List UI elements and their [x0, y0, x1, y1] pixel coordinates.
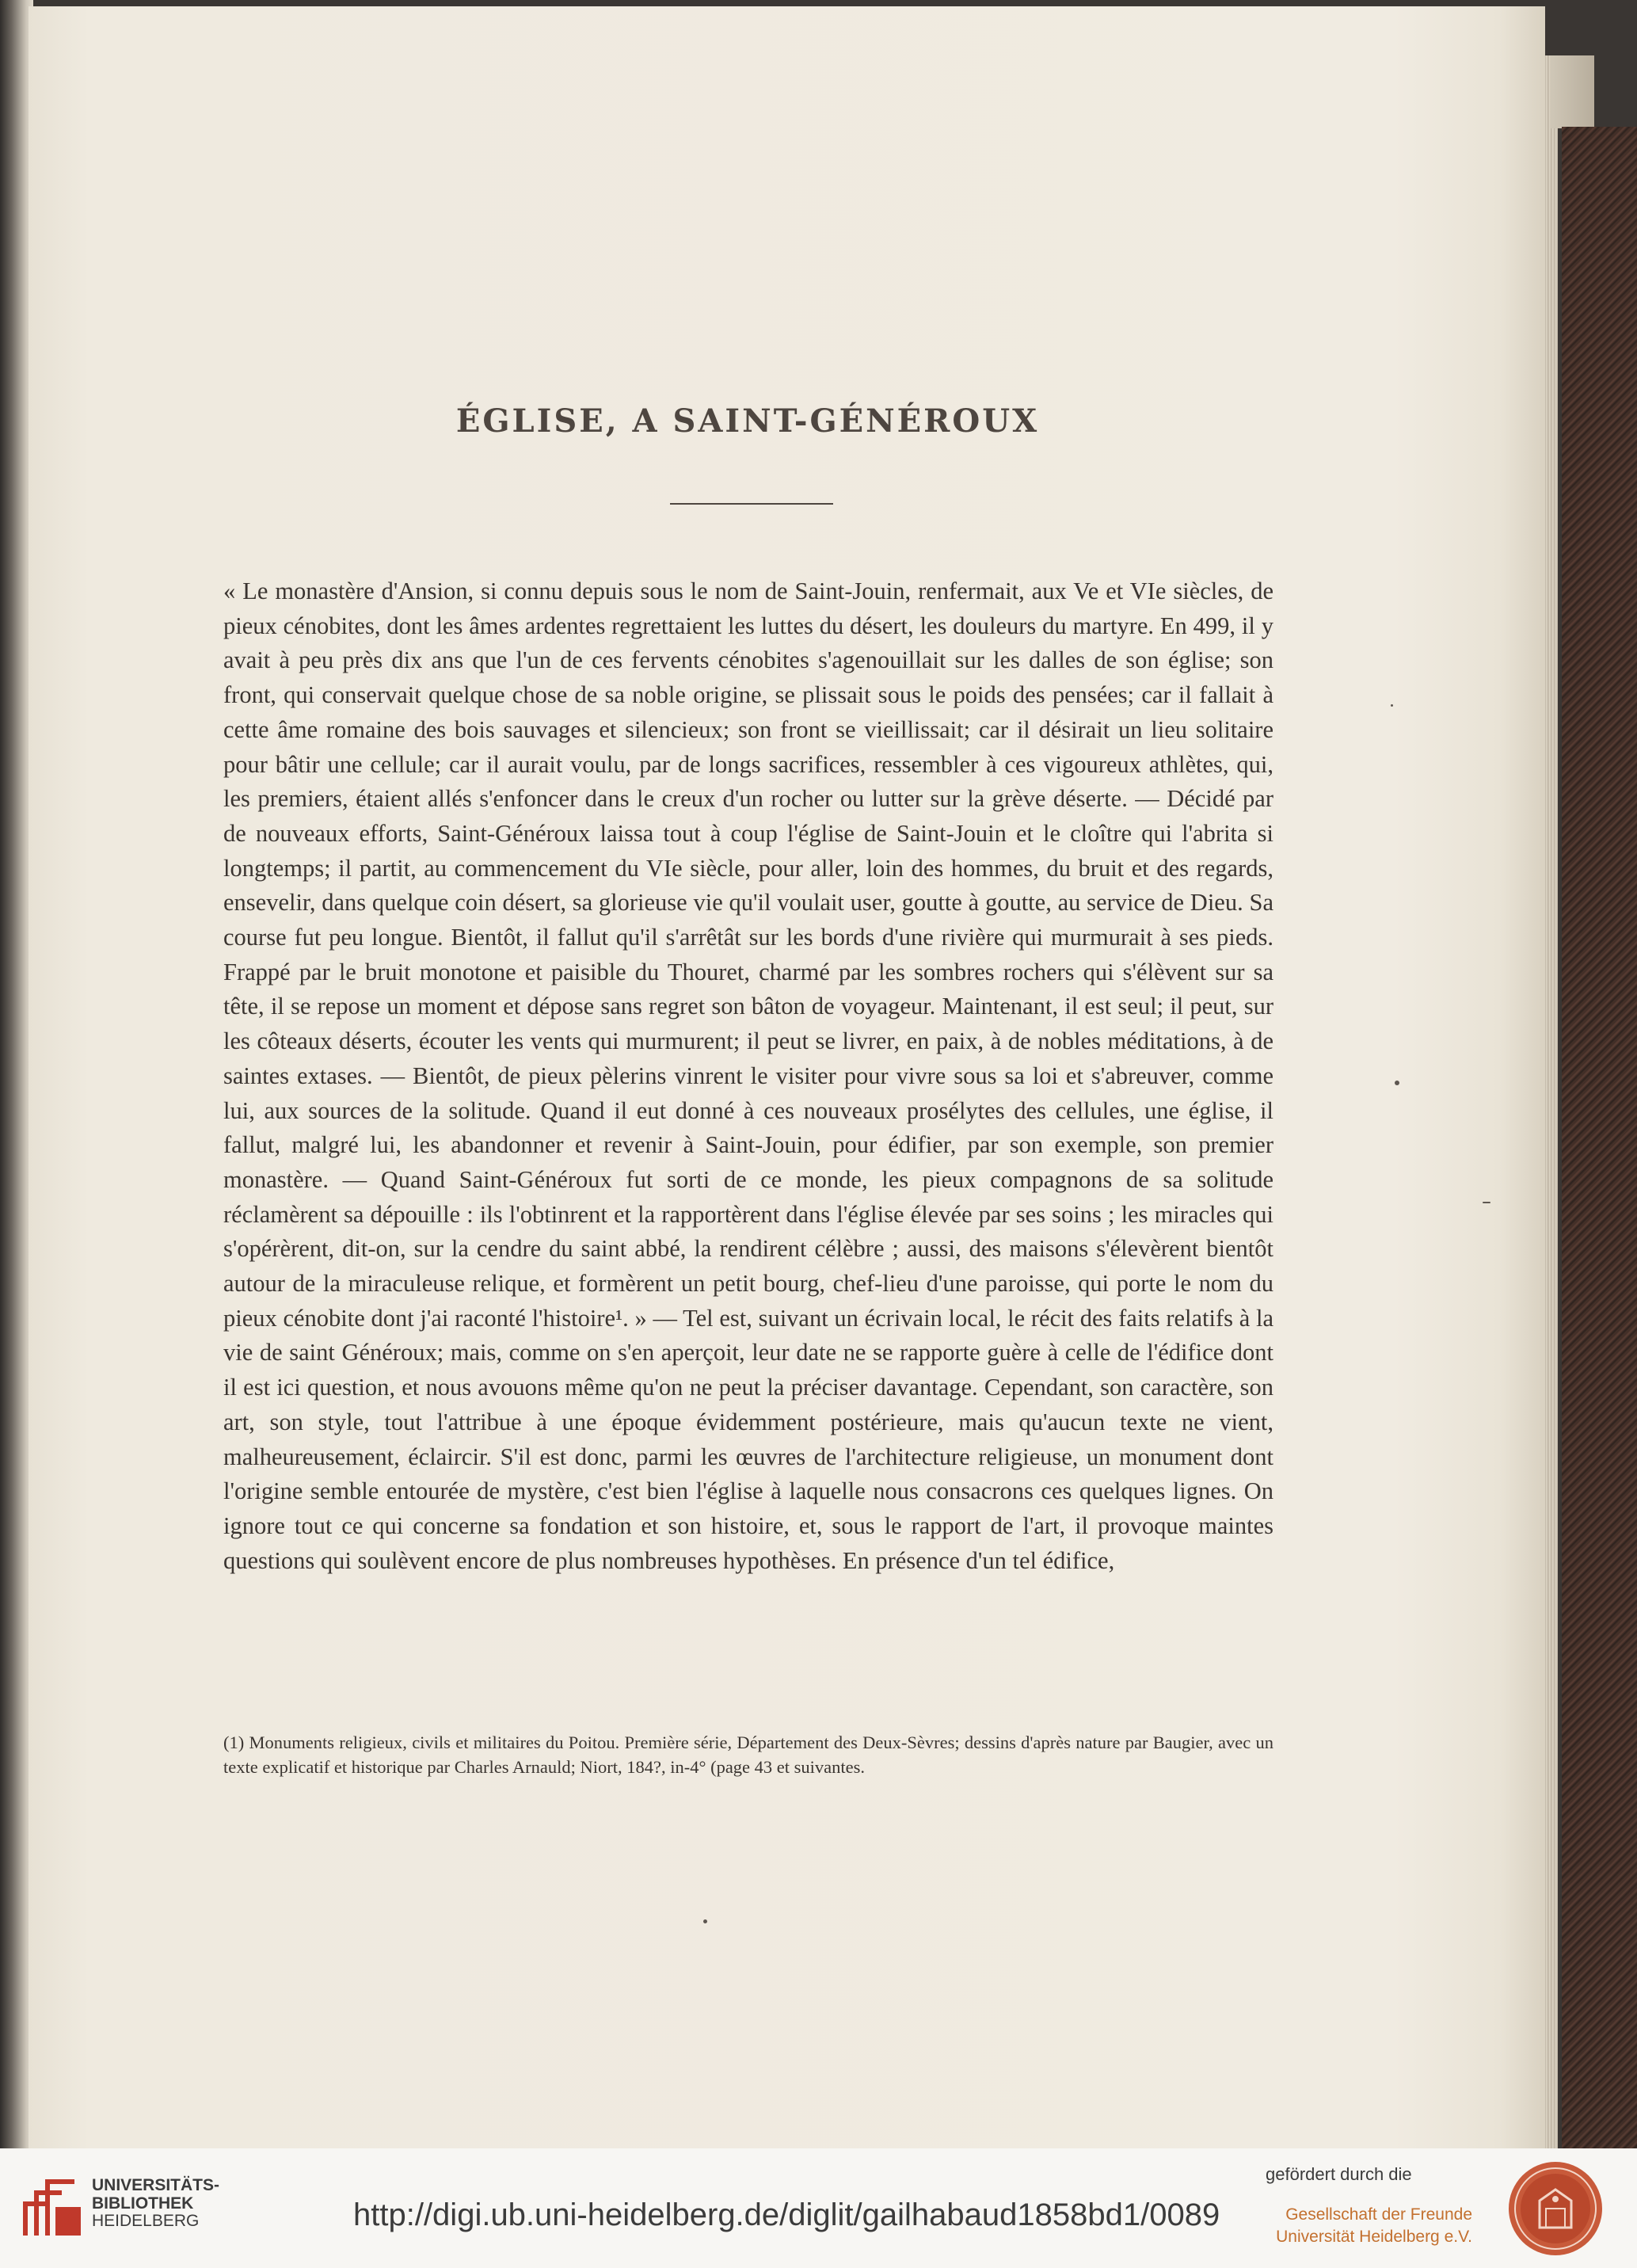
library-name — [92, 2177, 219, 2231]
page-tab — [1551, 55, 1594, 128]
ink-speck — [1395, 1081, 1399, 1085]
book-cover-edge — [1562, 127, 1637, 2148]
library-name-line: HEIDELBERG — [92, 2212, 200, 2230]
footnote: (1) Monuments religieux, civils et militaires du Poitou. Première série, Département des Deux-Sèvres; dessins d'après nature par Baugier, avec un texte explicatif et historique par Charles Arnauld; Niort, 184?, in-4° (page 43 et suivantes. — [223, 1732, 1273, 1777]
title-rule — [670, 503, 833, 505]
digitization-footer — [0, 2148, 1637, 2268]
library-name-line: BIBLIOTHEK — [92, 2194, 194, 2213]
university-seal-icon — [1506, 2159, 1605, 2258]
sponsor-name[interactable] — [1276, 2204, 1472, 2248]
body-text: « Le monastère d'Ansion, si connu depuis sous le nom de Saint-Jouin, renfermait, aux Ve et VIe siècles, de pieux cénobites, dont les âmes ardentes regrettaient les luttes du désert, les douleurs du martyre. En 499, il y avait à peu près dix ans que l'un de ces fervents cénobites s'agenouillait sur les dalles de son église; son front, qui conservait quelque chose de sa noble origine, se plissait sous le poids des pensées; car il fallait à cette âme romaine des bois sauvages et silencieux; son front se vieillissait; car il désirait un lieu solitaire pour bâtir une cellule; car il aurait voulu, par de longs sacrifices, ressembler à ces vigoureux athlètes, qui, les premiers, étaient allés s'enfoncer dans le creux d'un rocher ou lutter sur la grève déserte. — Décidé par de nouveaux efforts, Saint-Généroux laissa tout à coup l'église de Saint-Jouin et le cloître qui l'abrita si longtemps; il partit, au commencement du VIe siècle, pour aller, loin des hommes, du bruit et des regards, ensevelir, dans quelque coin désert, sa glorieuse vie qu'il voulait user, goutte à goutte, au service de Dieu. Sa course fut peu longue. Bientôt, il fallut qu'il s'arrêtât sur les bords d'une rivière qui murmurait à ses pieds. Frappé par le bruit monotone et paisible du Thouret, charmé par les sombres rochers qui s'élèvent sur sa tête, il se repose un moment et dépose sans regret son bâton de voyageur. Maintenant, il est seul; il peut, sur les côteaux déserts, écouter les vents qui murmurent; il peut se livrer, en paix, à de nobles méditations, à de saintes extases. — Bientôt, de pieux pèlerins vinrent le visiter pour vivre sous sa loi et s'abreuver, comme lui, aux sources de la solitude. Quand il eut donné à ces nouveaux prosélytes des cellules, une église, il fallut, malgré lui, les abandonner et revenir à Saint-Jouin, pour édifier, par son exemple, son premier monastère. — Quand Saint-Généroux fut sorti de ce monde, les pieux compagnons de sa solitude réclamèrent sa dépouille : ils l'obtinrent et la rapportèrent dans l'église élevée par ses soins ; les miracles qui s'opérèrent, dit-on, sur la cendre du saint abbé, la rendirent célèbre ; aussi, des maisons s'élevèrent bientôt autour de la miraculeuse relique, et formèrent un petit bourg, chef-lieu d'une paroisse, qui porte le nom du pieux cénobite dont j'ai raconté l'histoire¹. » — Tel est, suivant un écrivain local, le récit des faits relatifs à la vie de saint Généroux; mais, comme on s'en aperçoit, leur date ne se rapporte guère à celle de l'édifice dont il est ici question, et nous avouons même qu'on ne peut la préciser davantage. Cependant, son caractère, son art, son style, tout l'attribue à une époque évidemment postérieure, mais qu'aucun texte ne vient, malheureusement, éclaircir. S'il est donc, parmi les œuvres de l'architecture religieuse, un monument dont l'origine semble entourée de mystère, c'est bien l'église à laquelle nous consacrons ces quelques lignes. On ignore tout ce qui concerne sa fondation et son histoire, et, sous le rapport de l'art, il provoque maintes questions qui soulèvent encore de plus nombreuses hypothèses. En présence d'un tel édifice, — [223, 577, 1273, 1574]
ink-speck — [703, 1919, 707, 1923]
library-name-line: UNIVERSITÄTS- — [92, 2176, 220, 2194]
sponsor-line: Gesellschaft der Freunde — [1285, 2205, 1472, 2224]
sponsor-line: Universität Heidelberg e.V. — [1276, 2228, 1472, 2246]
page-title: ÉGLISE, A SAINT-GÉNÉROUX — [455, 402, 1040, 440]
book-page — [29, 6, 1545, 2148]
permalink-url[interactable]: http://digi.ub.uni-heidelberg.de/diglit/gailhabaud1858bd1/0089 — [353, 2197, 1220, 2232]
ink-speck — [1483, 1202, 1490, 1203]
ink-speck — [1391, 704, 1393, 707]
funded-by-label: gefördert durch die — [1266, 2164, 1412, 2184]
library-logo-icon — [21, 2172, 86, 2240]
